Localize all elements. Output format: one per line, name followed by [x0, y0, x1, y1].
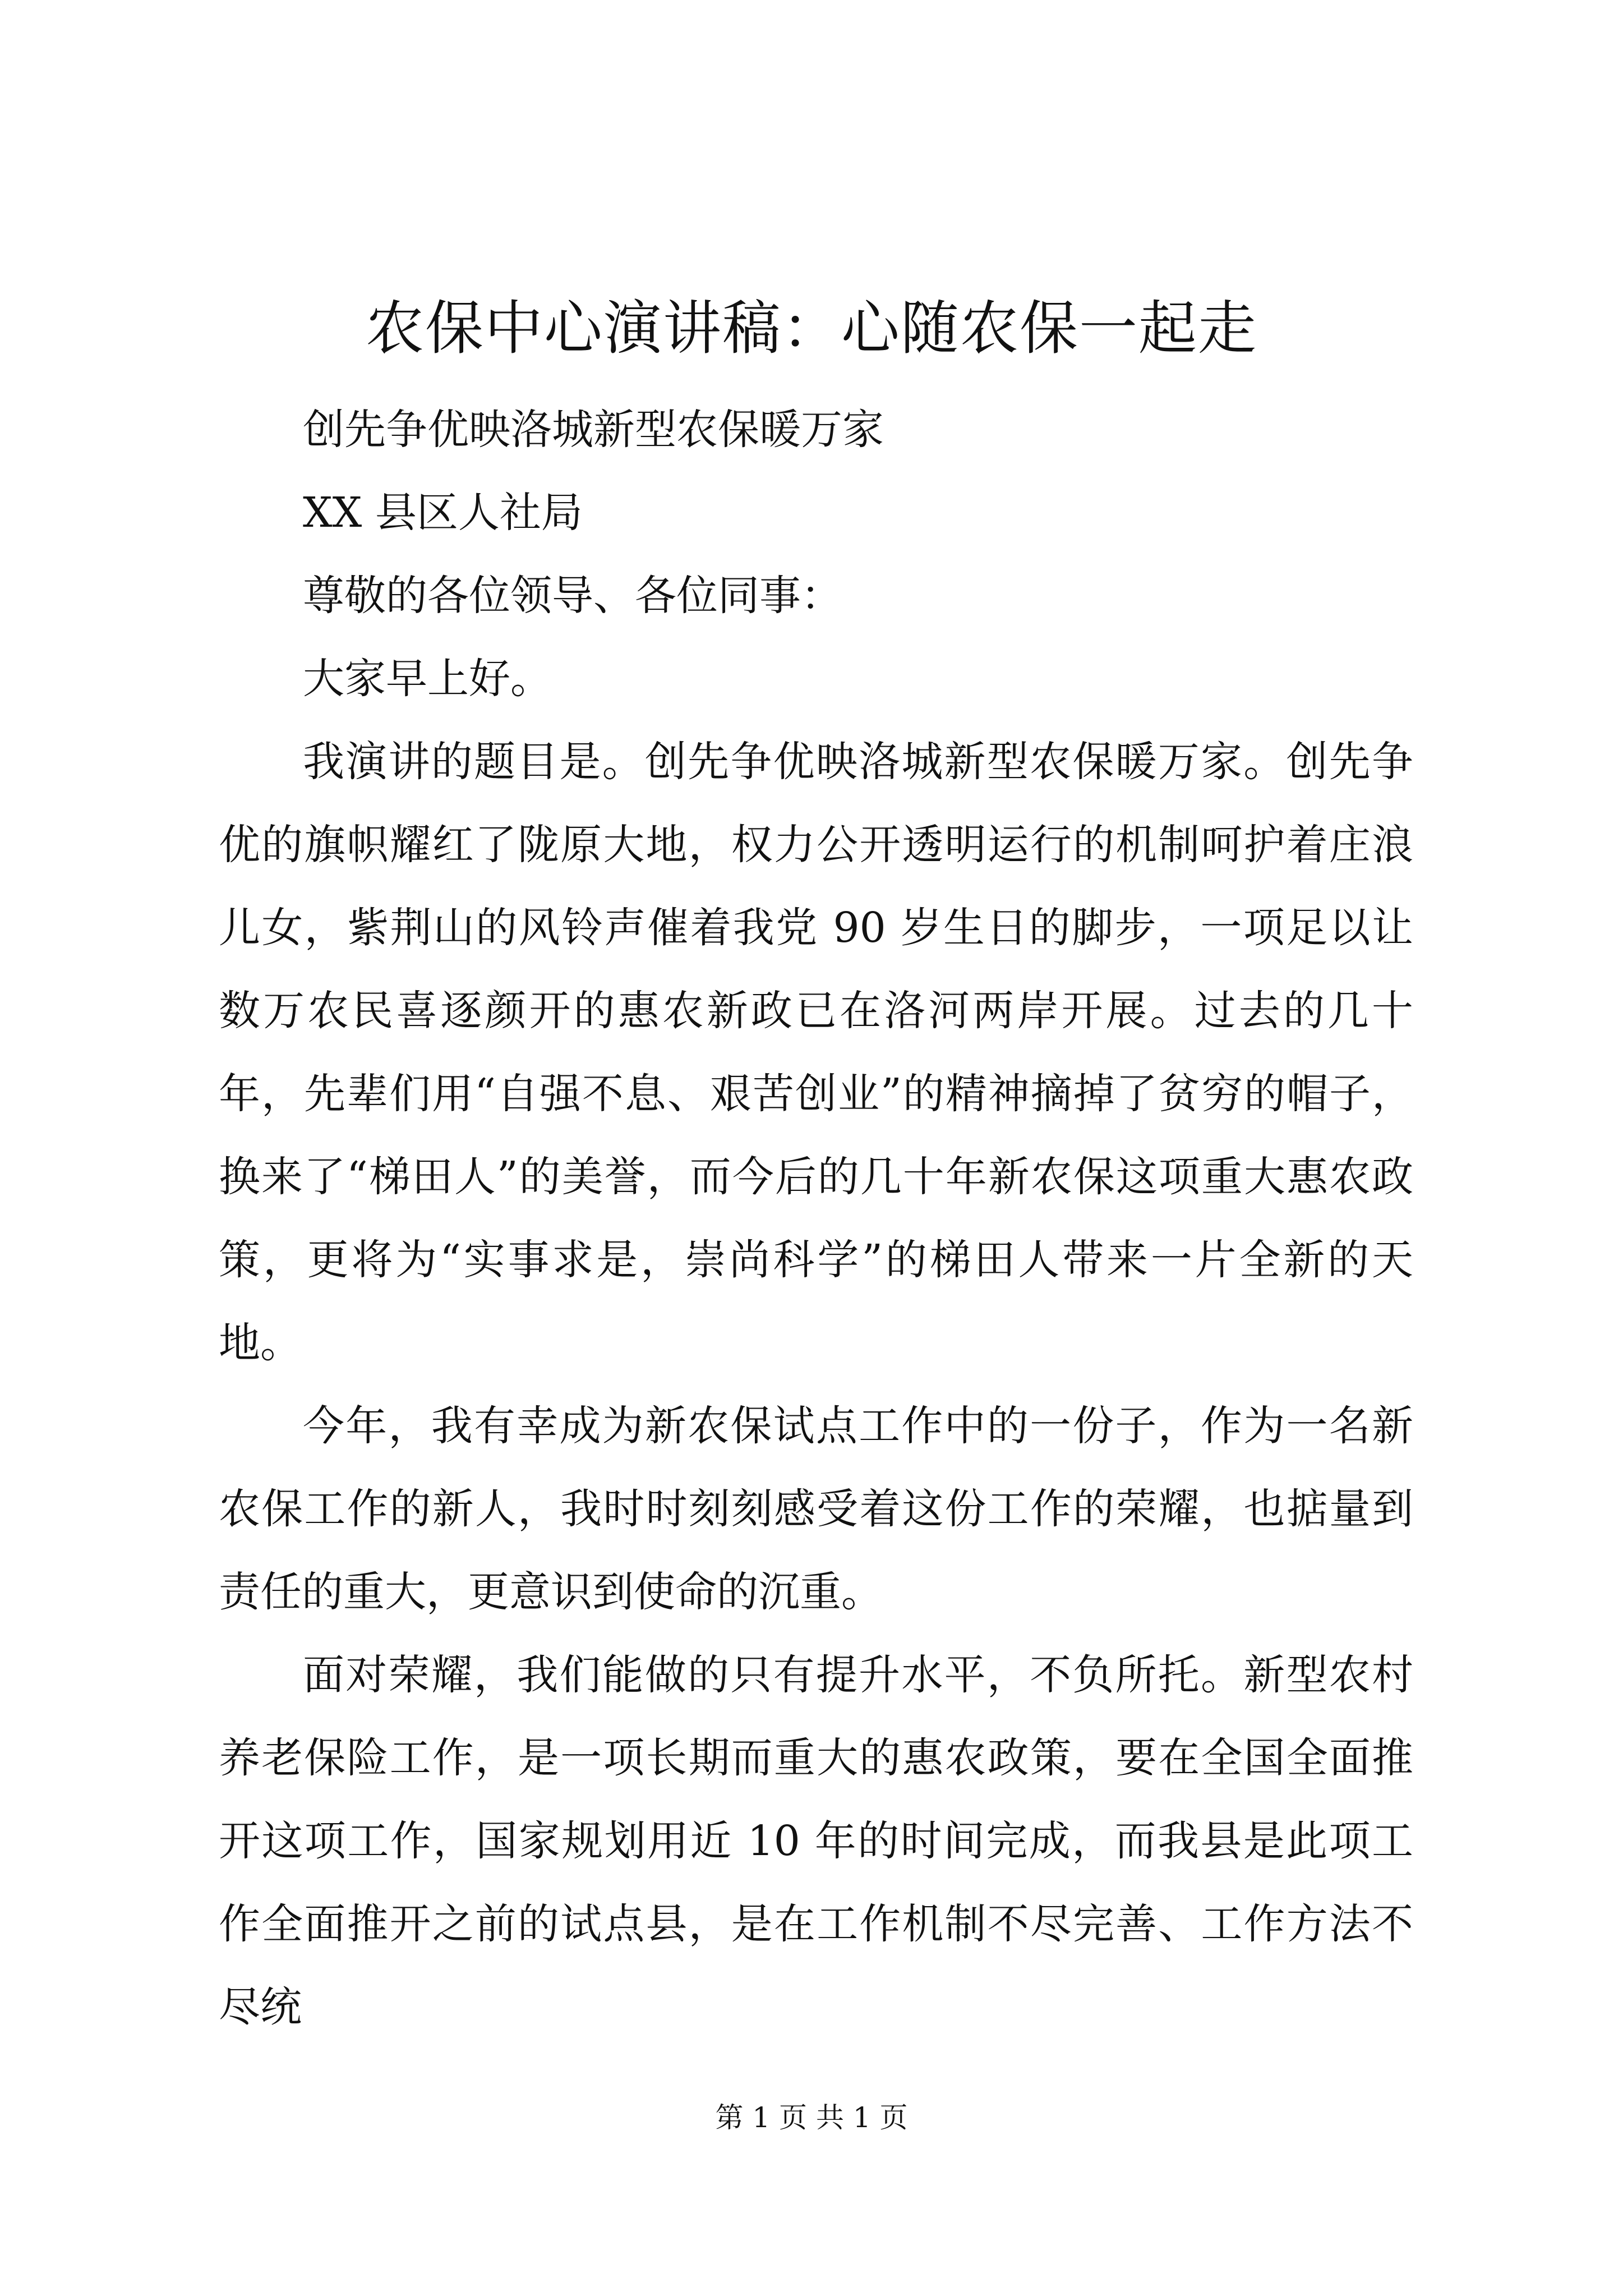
salutation: 尊敬的各位领导、各位同事：: [303, 572, 842, 620]
subtitle: 创先争优映洛城新型农保暖万家: [303, 406, 884, 454]
paragraph: 今年，我有幸成为新农保试点工作中的一份子，作为一名新农保工作的新人，我时时刻刻感受着这份工作的荣耀，也掂量到责任的重大，更意识到使命的沉重。: [219, 1402, 1413, 1616]
paragraph: 我演讲的题目是。创先争优映洛城新型农保暖万家。创先争优的旗帜耀红了陇原大地，权力公开透明运行的机制呵护着庄浪儿女，紫荆山的风铃声催着我党 90 岁生日的脚步，一项足以让数万农民喜逐颜开的惠农新政已在洛河两岸开展。过去的几十年，先辈们用“自强不息、艰苦创业”的精神摘掉了贫穷的帽子，换来了“梯田人”的美誉，而今后的几十年新农保这项重大惠农政策，更将为“实事求是，崇尚科学”的梯田人带来一片全新的天地。: [219, 738, 1413, 1367]
page-indicator: 第 1 页 共 1 页: [715, 2101, 908, 2134]
page-footer: [0, 2098, 1623, 2137]
author-org: XX 县区人社局: [303, 489, 583, 537]
document-body: [219, 388, 1413, 2049]
document-title: 农保中心演讲稿：心随农保一起走: [365, 294, 1257, 362]
greeting: 大家早上好。: [303, 655, 552, 703]
paragraph: 面对荣耀，我们能做的只有提升水平，不负所托。新型农村养老保险工作，是一项长期而重大的惠农政策，要在全国全面推开这项工作，国家规划用近 10 年的时间完成，而我县是此项工作全面推开之前的试点县，是在工作机制不尽完善、工作方法不尽统: [219, 1651, 1413, 2031]
